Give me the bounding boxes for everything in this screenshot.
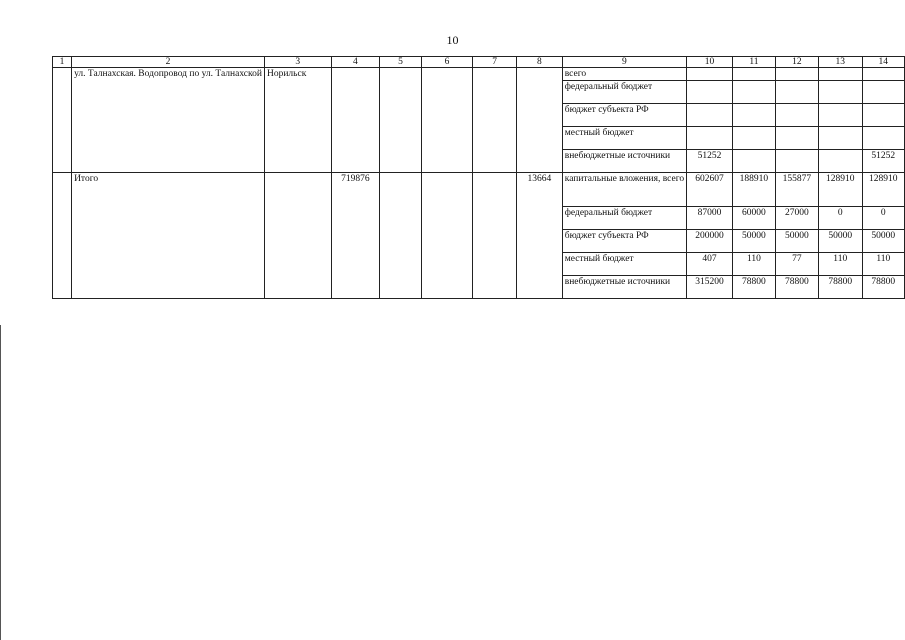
table-row	[53, 68, 905, 81]
object-name-cell: ул. Талнахская. Водопровод по ул. Талнахской	[72, 68, 265, 173]
value-cell	[732, 150, 775, 173]
page-number: 10	[446, 33, 459, 47]
column-header: 14	[862, 57, 904, 68]
column-header: 8	[516, 57, 562, 68]
funding-source-cell: капитальные вложения, всего	[562, 173, 686, 207]
value-cell: 78800	[732, 276, 775, 299]
data-cell	[516, 68, 562, 173]
value-cell: 602607	[687, 173, 733, 207]
value-cell: 51252	[687, 150, 733, 173]
value-cell: 60000	[732, 207, 775, 230]
value-cell	[862, 104, 904, 127]
column-header: 6	[421, 57, 472, 68]
column-header: 5	[380, 57, 422, 68]
value-cell	[732, 68, 775, 81]
data-cell	[473, 68, 517, 173]
cost-cell: 719876	[331, 173, 380, 299]
data-cell	[380, 68, 422, 173]
value-cell	[862, 68, 904, 81]
funding-source-cell: внебюджетные источники	[562, 150, 686, 173]
value-cell: 50000	[775, 230, 818, 253]
value-cell	[775, 104, 818, 127]
value-cell	[862, 127, 904, 150]
funding-source-cell: бюджет субъекта РФ	[562, 230, 686, 253]
value-cell	[818, 68, 862, 81]
value-cell: 78800	[775, 276, 818, 299]
value-cell: 78800	[818, 276, 862, 299]
total-label-cell: Итого	[72, 173, 265, 299]
data-cell	[380, 173, 422, 299]
value-cell: 200000	[687, 230, 733, 253]
value-cell	[818, 127, 862, 150]
value-cell	[687, 104, 733, 127]
value-cell: 128910	[818, 173, 862, 207]
column-header: 9	[562, 57, 686, 68]
row-index-cell	[53, 173, 72, 299]
value-cell	[687, 127, 733, 150]
column-header: 4	[331, 57, 380, 68]
data-cell	[473, 173, 517, 299]
column-header: 11	[732, 57, 775, 68]
data-cell: 13664	[516, 173, 562, 299]
value-cell: 407	[687, 253, 733, 276]
value-cell: 155877	[775, 173, 818, 207]
data-cell	[421, 173, 472, 299]
value-cell: 0	[862, 207, 904, 230]
value-cell	[862, 81, 904, 104]
scan-edge-line	[0, 325, 1, 640]
value-cell	[732, 104, 775, 127]
value-cell: 51252	[862, 150, 904, 173]
column-header: 3	[264, 57, 331, 68]
budget-table	[52, 56, 905, 299]
value-cell: 50000	[862, 230, 904, 253]
funding-source-cell: внебюджетные источники	[562, 276, 686, 299]
funding-source-cell: всего	[562, 68, 686, 81]
value-cell: 87000	[687, 207, 733, 230]
value-cell: 315200	[687, 276, 733, 299]
value-cell: 0	[818, 207, 862, 230]
column-number-row	[53, 57, 905, 68]
value-cell	[775, 127, 818, 150]
location-cell: Норильск	[264, 68, 331, 173]
value-cell	[775, 68, 818, 81]
value-cell	[775, 150, 818, 173]
column-header: 7	[473, 57, 517, 68]
column-header: 12	[775, 57, 818, 68]
value-cell: 50000	[732, 230, 775, 253]
value-cell: 110	[732, 253, 775, 276]
value-cell: 77	[775, 253, 818, 276]
funding-source-cell: местный бюджет	[562, 253, 686, 276]
funding-source-cell: бюджет субъекта РФ	[562, 104, 686, 127]
column-header: 10	[687, 57, 733, 68]
value-cell: 110	[818, 253, 862, 276]
value-cell: 188910	[732, 173, 775, 207]
funding-source-cell: федеральный бюджет	[562, 207, 686, 230]
column-header: 2	[72, 57, 265, 68]
value-cell: 128910	[862, 173, 904, 207]
row-index-cell	[53, 68, 72, 173]
value-cell	[775, 81, 818, 104]
value-cell	[818, 150, 862, 173]
column-header: 1	[53, 57, 72, 68]
value-cell	[687, 68, 733, 81]
cost-cell	[331, 68, 380, 173]
column-header: 13	[818, 57, 862, 68]
value-cell: 110	[862, 253, 904, 276]
value-cell	[818, 81, 862, 104]
value-cell	[732, 81, 775, 104]
value-cell: 50000	[818, 230, 862, 253]
table-row	[53, 173, 905, 207]
value-cell: 27000	[775, 207, 818, 230]
funding-source-cell: федеральный бюджет	[562, 81, 686, 104]
value-cell	[732, 127, 775, 150]
value-cell	[687, 81, 733, 104]
value-cell: 78800	[862, 276, 904, 299]
data-cell	[421, 68, 472, 173]
value-cell	[818, 104, 862, 127]
location-cell	[264, 173, 331, 299]
funding-source-cell: местный бюджет	[562, 127, 686, 150]
